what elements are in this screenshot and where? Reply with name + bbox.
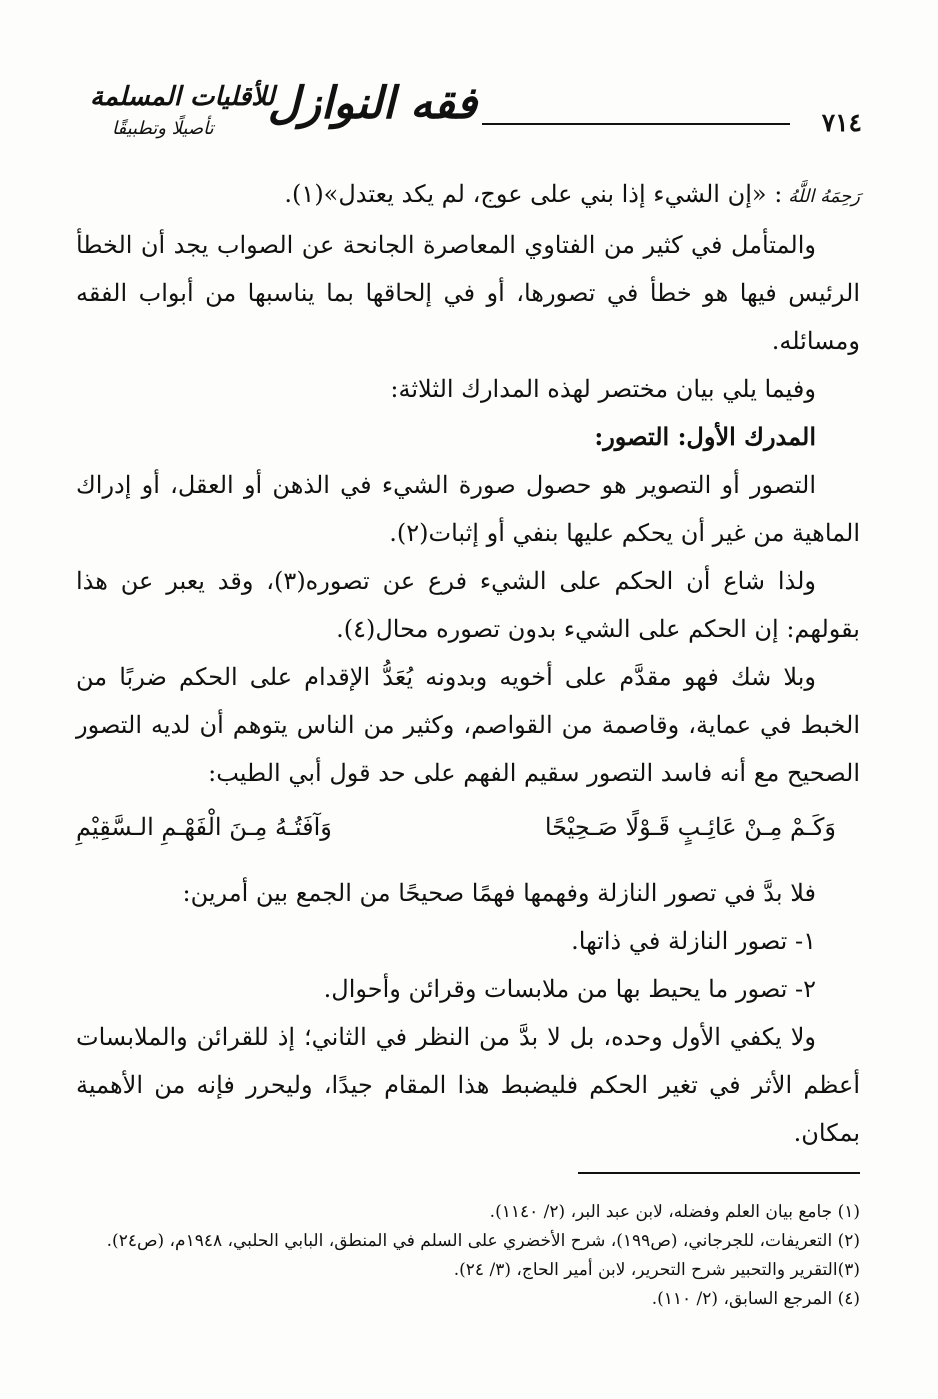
book-title-main: فقه النوازل (267, 78, 477, 129)
page-header (82, 70, 862, 150)
header-rule (482, 123, 790, 125)
poem-second-hemistich: وَآفَتُـهُ مِـنَ الْفَهْـمِ الـسَّقِيْمِ (76, 813, 332, 841)
footnote-4: (٤) المرجع السابق، (٢/ ١١٠). (651, 1289, 860, 1309)
footnote-2: (٢) التعريفات، للجرجاني، (ص١٩٩)، شرح الأخضري على السلم في المنطق، البابي الحلبي، ١٩٤٨م، (ص٢٤). (106, 1231, 860, 1251)
paragraph-8: ولا يكفي الأول وحده، بل لا بدَّ من النظر في الثاني؛ إذ للقرائن والملابسات أعظم الأثر في تغير الحكم فليضبط هذا المقام جيدًا، وليحرر فإنه من الأهمية بمكان. (76, 1023, 860, 1147)
poem-first-hemistich: وَكَـمْ مِـنْ عَائِـبٍ قَـوْلًا صَـحِيْحًا (544, 813, 836, 841)
main-text (76, 170, 860, 1157)
book-subtitle: تأصيلًا وتطبيقًا (112, 118, 214, 139)
paragraph-4: التصور أو التصوير هو حصول صورة الشيء في الذهن أو العقل، أو إدراك الماهية من غير أن يحكم عليها بنفي أو إثبات(٢). (76, 471, 860, 547)
book-title-logo (82, 72, 477, 150)
paragraph-1-text: : «إن الشيء إذا بني على عوج، لم يكد يعتدل»(١). (284, 180, 783, 208)
honorific: رَحِمَهُ اللَّهُ (788, 186, 860, 207)
section-heading: المدرك الأول: التصور: (594, 422, 816, 451)
footnote-1: (١) جامع بيان العلم وفضله، لابن عبد البر، (٢/ ١١٤٠). (489, 1202, 860, 1222)
book-title-side: للأقليات المسلمة (90, 82, 275, 112)
page-number: ٧١٤ (821, 108, 862, 137)
paragraph-2: والمتأمل في كثير من الفتاوي المعاصرة الجانحة عن الصواب يجد أن الخطأ الرئيس فيها هو خطأ في تصورها، أو في إلحاقها بما يناسبها من أبواب الفقه ومسائله. (76, 231, 860, 355)
paragraph-3: وفيما يلي بيان مختصر لهذه المدارك الثلاثة: (390, 375, 816, 403)
footnote-3: (٣)التقرير والتحبير شرح التحرير، لابن أمير الحاج، (٣/ ٢٤). (453, 1260, 860, 1280)
list-item-1: ١- تصور النازلة في ذاتها. (571, 927, 816, 955)
footnotes (60, 1198, 860, 1314)
footnote-rule (578, 1172, 860, 1174)
paragraph-6: وبلا شك فهو مقدَّم على أخويه وبدونه يُعَدُّ الإقدام على الحكم ضربًا من الخبط في عماية، وقاصمة من القواصم، وكثير من الناس يتوهم أن لديه التصور الصحيح مع أنه فاسد التصور سقيم الفهم على حد قول أبي الطيب: (76, 663, 860, 787)
list-item-2: ٢- تصور ما يحيط بها من ملابسات وقرائن وأحوال. (323, 975, 816, 1003)
paragraph-5: ولذا شاع أن الحكم على الشيء فرع عن تصوره(٣)، وقد يعبر عن هذا بقولهم: إن الحكم على الشيء بدون تصوره محال(٤). (76, 567, 860, 643)
paragraph-7: فلا بدَّ في تصور النازلة وفهمها فهمًا صحيحًا من الجمع بين أمرين: (182, 879, 816, 907)
paragraph-1 (76, 170, 860, 221)
poem-verse (76, 803, 860, 851)
